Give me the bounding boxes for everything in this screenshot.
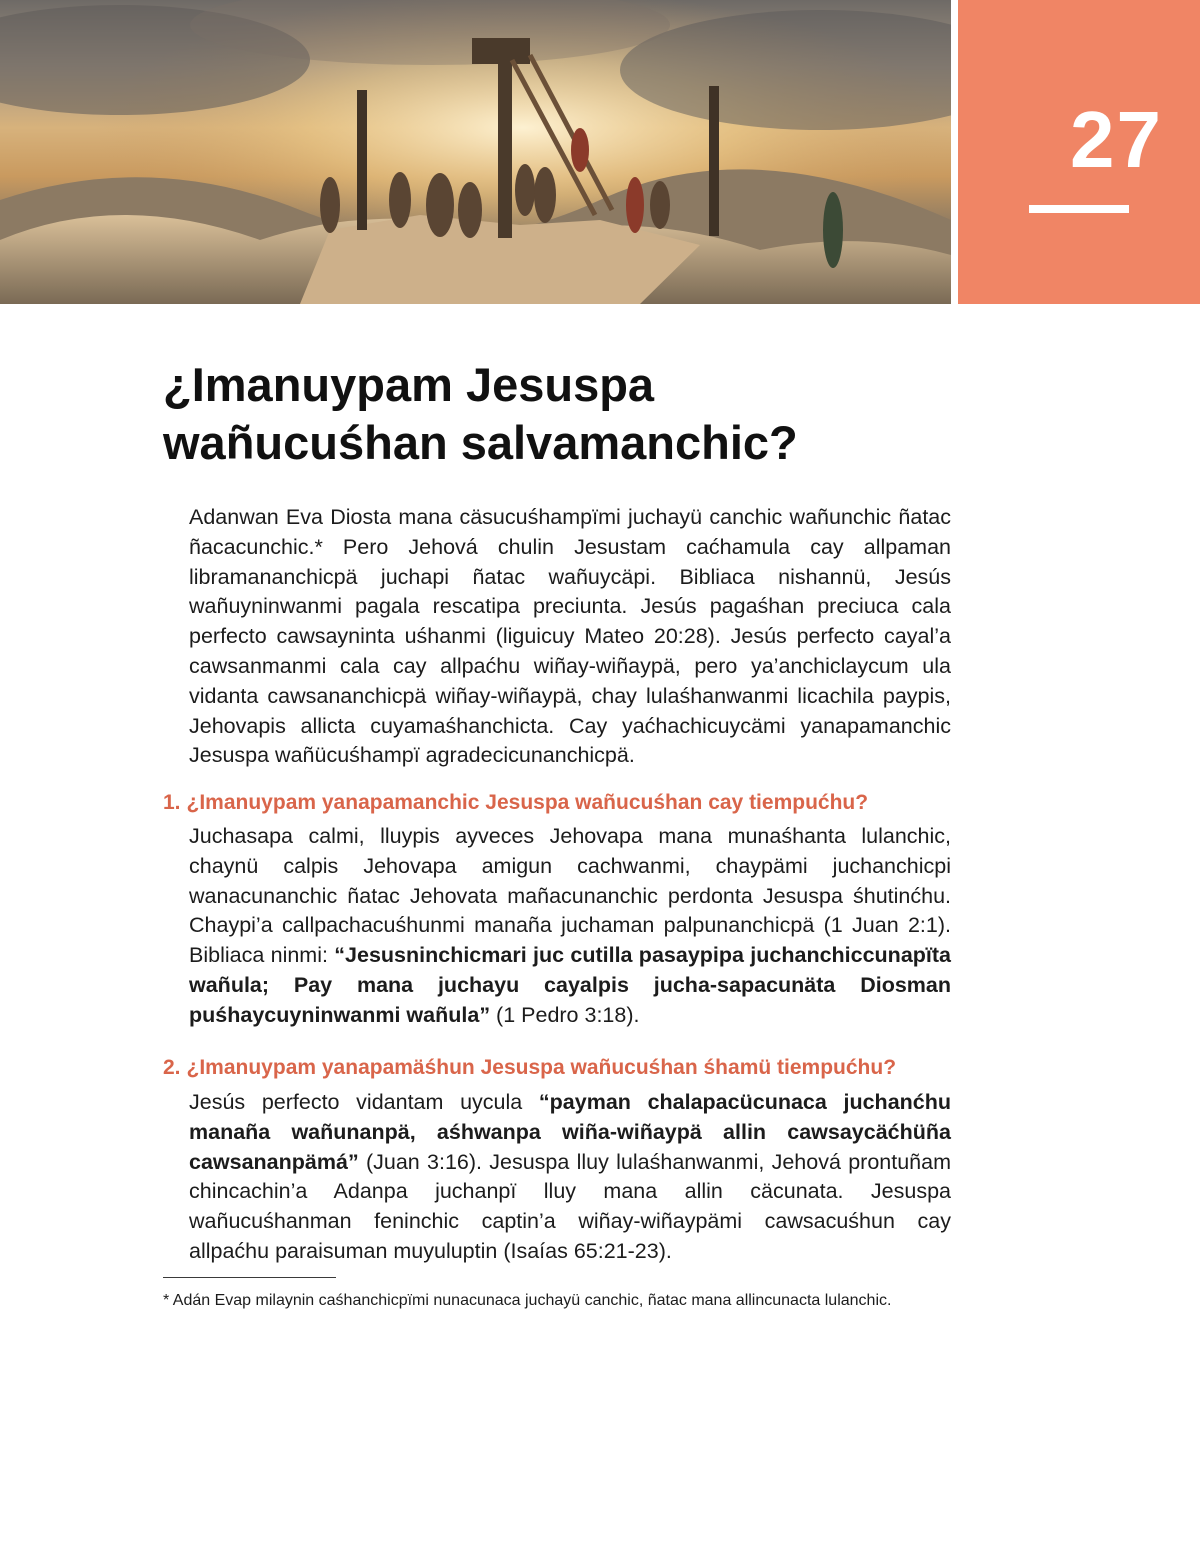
crucifixion-scene-image xyxy=(0,0,951,304)
question-1-text: ¿Imanuypam yanapamanchic Jesuspa wañucuśhan cay tiempućhu? xyxy=(186,791,869,814)
question-2-quote: “payman chalapacücunaca juchanćhu manaña wañunanpä, aśhwanpa wiña-wiñaypä allin cawsaycäćhüña cawsananpämá” xyxy=(189,1090,952,1174)
question-1-quote: “Jesusninchicmari juc cutilla pasaypipa juchanchiccunapïta wañula; Pay mana juchayu cayalpis jucha-sapacunäta Diosman puśhaycuyninwanmi wañula” xyxy=(189,943,951,1027)
footnote: * Adán Evap milaynin caśhanchicpïmi nunacunaca juchayü canchic, ñatac mana allincunacta lulanchic. xyxy=(163,1292,892,1309)
chapter-rule xyxy=(1029,205,1129,213)
question-1-number: 1. xyxy=(163,791,181,814)
footnote-divider xyxy=(163,1277,336,1278)
chapter-number-panel xyxy=(958,0,1200,304)
question-1-paragraph xyxy=(189,822,951,1031)
chapter-number: 27 xyxy=(1070,95,1163,184)
crucifixion-illustration xyxy=(0,0,951,304)
title-line-2: wañucuśhan salvamanchic? xyxy=(163,416,798,469)
question-2-text-before: Jesús perfecto vidantam uycula xyxy=(189,1090,539,1114)
question-2-number: 2. xyxy=(163,1056,181,1079)
question-2-text: ¿Imanuypam yanapamäśhun Jesuspa wañucuśhan śhamü tiempućhu? xyxy=(186,1056,897,1079)
page-title xyxy=(163,356,923,472)
question-1-text-before: Juchasapa calmi, lluypis ayveces Jehovapa mana munaśhanta lulanchic, chaynü calpis Jehovapa amigun cachwanmi, chaypämi juchanchicpi wanacunanchic ñatac Jehovata mañacunanchic perdonta Jesuspa śhutinćhu. Chaypi’a callpachacuśhunmi manaña juchaman palpunanchicpä (1 Juan 2:1). Bibliaca ninmi: xyxy=(189,824,951,968)
question-2-heading xyxy=(163,1053,963,1083)
question-1-text-after: (1 Pedro 3:18). xyxy=(490,1002,640,1027)
intro-paragraph: Adanwan Eva Diosta mana cäsucuśhampïmi juchayü canchic wañunchic ñatac ñacacunchic.* Pero Jehová chulin Jesustam caćhamula cay allpaman libramananchicpä juchapi ñatac wañuycäpi. Bibliaca nishannü, Jesús wañuyninwanmi pagala rescatipa preciunta. Jesús pagaśhan preciuca cala perfecto cawsayninta uśhanmi (liguicuy Mateo 20:28). Jesús perfecto cayal’a cawsanmanmi cala cay allpaćhu wiñay-wiñaypä, pero ya’anchiclaycum ula vidanta cawsananchicpä wiñay-wiñaypä, chay lulaśhanwanmi licachila paypis, Jehovapis allicta cuyamaśhanchicta. Cay yaćhachicuycämi yanapamanchic Jesuspa wañücuśhampï agradecicunanchicpä. xyxy=(189,505,951,768)
question-2-paragraph xyxy=(189,1088,951,1267)
question-1-heading xyxy=(163,788,963,818)
question-2-text-after: (Juan 3:16). Jesuspa lluy lulaśhanwanmi, Jehová prontuñam chincachin’a Adanpa juchanpï lluy mana allin cäcunata. Jesuspa wañucuśhanman feninchic captin’a wiñay-wiñaypämi cawsacuśhun cay allpaćhu paraisuman muyuluptin (Isaías 65:21-23). xyxy=(189,1149,951,1263)
title-line-1: ¿Imanuypam Jesuspa xyxy=(163,358,655,411)
